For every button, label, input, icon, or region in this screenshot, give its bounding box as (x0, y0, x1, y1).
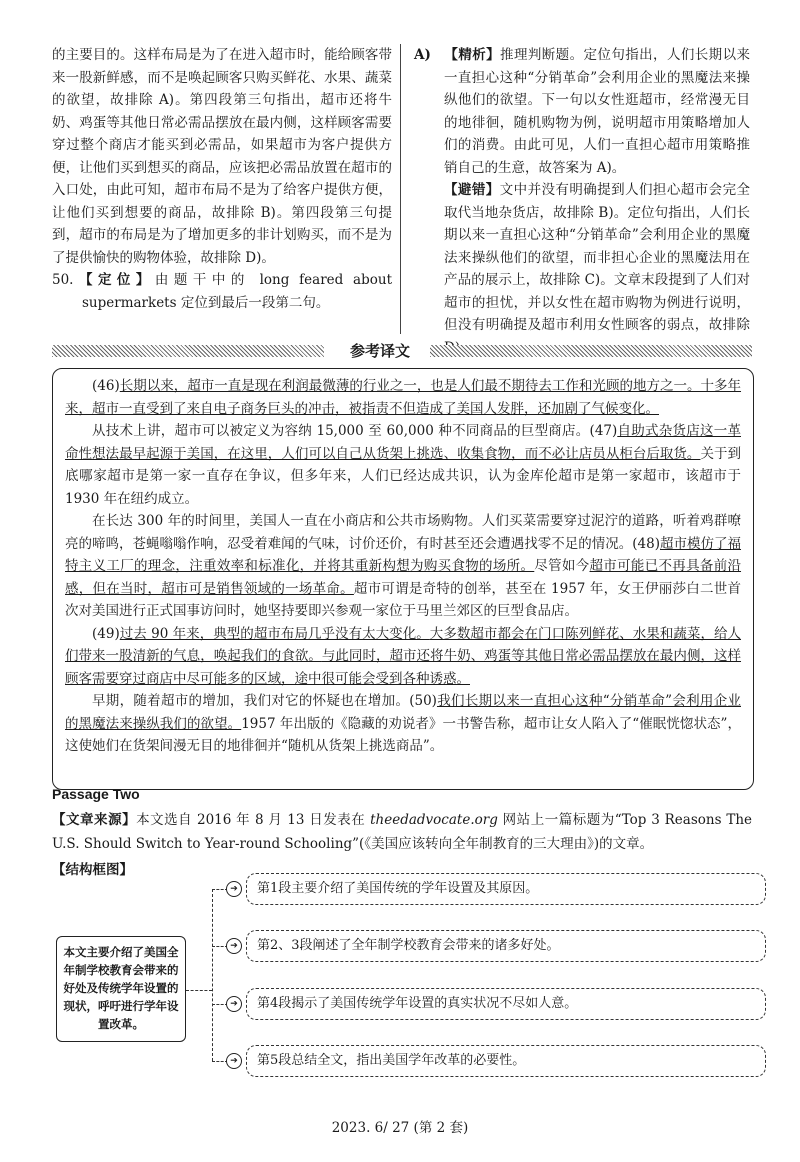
underline-48b: 超市可能已不再具备前沿感，但在当时，超市可是销售领域的一场革命。 (65, 558, 742, 597)
section-title: 参考译文 (349, 342, 410, 360)
underline-48a: 超市模仿了福特主义工厂的理念，注重效率和标准化，并将其重新构想为购买食物的场所。 (65, 535, 742, 574)
bracket-line (212, 889, 213, 1061)
translation-para-1 (65, 375, 741, 420)
column-divider (400, 44, 401, 334)
translation-para-3 (65, 510, 741, 623)
analysis-text: 推理判断题。定位句指出，人们长期以来一直担心这种“分销革命”会利用企业的黑魔法来操纵他们的欲望。下一句以女性逛超市，经常漫无目的地徘徊，随机购物为例，说明超市用策略增加人们的消费。由此可见，人们一直担心超市用策略推销自己的生意，故答案为 A)。 (444, 47, 751, 176)
text-span: 关于到底哪家超市是第一家一直存在争议，但多年来，人们已经达成共识，认为金库伦超市是第一家超市，该超市于 1930 年在纽约成立。 (65, 445, 742, 507)
q50-block (52, 269, 392, 314)
left-para: 的主要目的。这样布局是为了在进入超市时，能给顾客带来一股新鲜感，而不是唤起顾客只购买鲜花、水果、蔬菜的欲望，故排除 A)。第四段第三句指出，超市还将牛奶、鸡蛋等其他日常必需品摆放在最内侧，这样顾客需要穿过整个商店才能买到必需品，如果超市为客户提供方便，让他们买到想买的商品，应该把必需品放置在超市的入口处，由此可知，超市布局不是为了给客户提供方便，让他们买到想要的商品，故排除 B)。第四段第三句提到，超市的布局是为了增加更多的非计划购买，而不是为了提供愉快的购物体验，故排除 D)。 (52, 47, 392, 266)
structure-item-4: 第5段总结全文，指出美国学年改革的必要性。 (246, 1045, 766, 1077)
page-footer: 2023. 6/ 27 (第 2 套) (331, 1120, 469, 1136)
q50-text: 由题干中的 long feared about supermarkets 定位到最后一段第二句。 (82, 272, 392, 311)
structure-item-2: 第2、3段阐述了全年制学校教育会带来的诸多好处。 (246, 930, 766, 962)
hatch-right (430, 345, 752, 357)
arrow-right-icon: ➔ (226, 1053, 242, 1069)
translation-para-5 (65, 690, 741, 758)
underline-46a: 长期以来，超市一直是现在利润最微薄的行业之一，也是人们最不期待去工作和光顾的地方之一。 (119, 378, 701, 394)
text-span: 尽管如今 (534, 558, 590, 574)
translation-para-2 (65, 420, 741, 510)
text-span: 1957 年出版的《隐藏的劝说者》一书警告称，超市让女人陷入了“催眠恍惚状态”，这使她们在货架间漫无目的地徘徊并“随机从货架上挑选商品”。 (65, 715, 742, 754)
arrow-right-icon: ➔ (226, 938, 242, 954)
underline-46b: 十多年来，超市一直受到了来自电子商务巨头的冲击，被指责不但造成了美国人发胖，还加剧了气候变化。 (65, 378, 742, 417)
text-span: 早期，随着超市的增加，我们对它的怀疑也在增加。(50) (92, 693, 437, 709)
q50-number: 50. (52, 272, 74, 288)
left-column (52, 44, 392, 314)
error-block (414, 179, 750, 359)
structure-item-1: 第1段主要介绍了美国传统的学年设置及其原因。 (246, 873, 766, 905)
translation-box (52, 368, 754, 790)
underline-49a: 过去 90 年来，典型的超市布局几乎没有太大变化。 (119, 625, 430, 642)
source-tag: 【文章来源】 (52, 812, 137, 828)
text-span: (49) (92, 625, 120, 642)
text-span: 从技术上讲，超市可以被定义为容纳 15,000 至 60,000 种不同商品的巨型商店。(47) (92, 423, 618, 439)
right-column (414, 44, 750, 359)
source-text: 网站上一篇标题为“Top 3 Reasons The U.S. Should Switch to Year-round Schooling”(《美国应该转向全年制教育的三大理由》)的文章。 (52, 812, 753, 852)
error-tag: 【避错】 (444, 182, 500, 198)
structure-title: 【结构框图】 (52, 862, 133, 878)
analysis-block (414, 44, 750, 179)
translation-para-4 (65, 623, 741, 691)
section-band (52, 340, 752, 362)
connector (186, 990, 212, 991)
underline-49c: 与此同时，超市还将牛奶、鸡蛋等其他日常必需品摆放在最内侧，这样顾客需要穿过商店中尽可能多的区域，途中很可能会受到各种诱惑。 (65, 648, 742, 687)
structure-item-3: 第4段揭示了美国传统学年设置的真实状况不尽如人意。 (246, 988, 766, 1020)
arrow-right-icon: ➔ (226, 996, 242, 1012)
answer-label: A) (414, 47, 431, 63)
hatch-left (52, 345, 324, 357)
passage-two-title: Passage Two (52, 786, 140, 802)
source-text: 本文选自 2016 年 8 月 13 日发表在 (136, 812, 371, 828)
summary-box: 本文主要介绍了美国全年制学校教育会带来的好处及传统学年设置的现状，呼吁进行学年设置改革。 (56, 936, 186, 1042)
underline-49b: 大多数超市都会在门口陈列鲜花、水果和蔬菜，给人们带来一股清新的气息，唤起我们的食欲。 (65, 625, 742, 664)
error-text: 文中并没有明确提到人们担心超市会完全取代当地杂货店，故排除 B)。定位句指出，人们长期以来一直担心这种“分销革命”会利用企业的黑魔法来操纵他们的欲望，而非担心企业的黑魔法用在产品的展示上，故排除 C)。文章末段提到了人们对超市的担忧，并以女性在超市购物为例进行说明，但没有明确提及超市利用女性顾客的弱点，故排除 (444, 182, 751, 333)
analysis-tag: 【精析】 (444, 47, 501, 63)
underline-50: 我们长期以来一直担心这种“分销革命”会利用企业的黑魔法来操纵我们的欲望。 (65, 693, 741, 732)
text-span: 超市可谓是奇特的创举，甚至在 1957 年，女王伊丽莎白二世首次对美国进行正式国事访问时，她坚持要即兴参观一家位于马里兰郊区的巨型食品店。 (65, 580, 741, 619)
marker-46: (46) (92, 378, 120, 394)
arrow-right-icon: ➔ (226, 881, 242, 897)
underline-47: 自助式杂货店这一革命性想法最早起源于美国，在这里，人们可以自己从货架上挑选、收集食物，而不必让店员从柜台后取货。 (65, 423, 741, 462)
q50-tag: 【定位】 (73, 272, 155, 288)
text-span: 在长达 300 年的时间里，美国人一直在小商店和公共市场购物。人们买菜需要穿过泥泞的道路，听着鸡群嘹亮的啼鸣，苍蝇嗡嗡作响，忍受着难闻的气味，讨价还价，有时甚至还会遭遇找零不足的情况。(48) (65, 513, 741, 552)
source-site: theedadvocate.org (370, 812, 498, 828)
article-source (52, 808, 752, 856)
